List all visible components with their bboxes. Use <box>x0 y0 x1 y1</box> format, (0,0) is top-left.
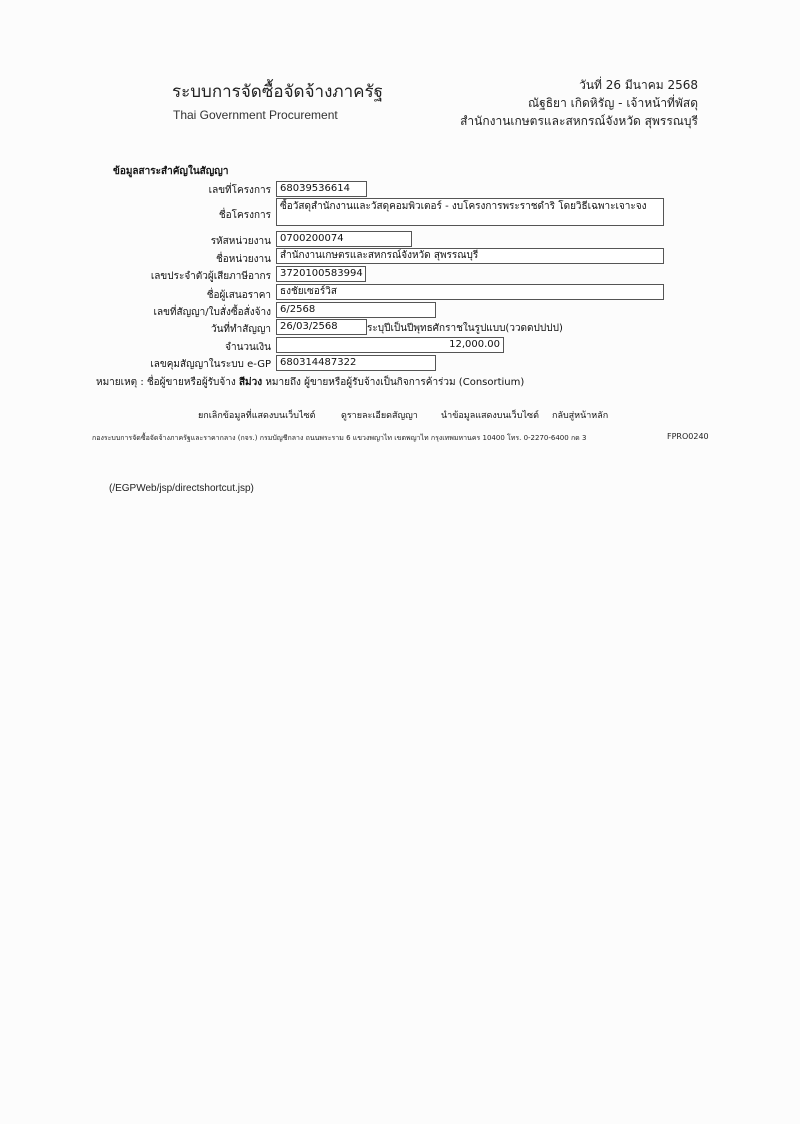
note-highlight: สีม่วง <box>238 377 263 388</box>
project-no-field[interactable]: 68039536614 <box>276 181 367 197</box>
project-name-label: ชื่อโครงการ <box>218 210 271 221</box>
egp-control-no-field[interactable]: 680314487322 <box>276 355 436 371</box>
publish-web-link[interactable]: นำข้อมูลแสดงบนเว็บไซต์ <box>441 411 539 421</box>
contract-date-field[interactable]: 26/03/2568 <box>276 319 367 335</box>
bidder-name-field[interactable]: ธงชัยเซอร์วิส <box>276 284 664 300</box>
header-officer: ณัฐธิยา เกิดหิรัญ - เจ้าหน้าที่พัสดุ <box>527 96 698 110</box>
note-prefix: หมายเหตุ : ชื่อผู้ขายหรือผู้รับจ้าง <box>96 377 236 388</box>
tax-id-field[interactable]: 3720100583994 <box>276 266 366 282</box>
section-title: ข้อมูลสาระสำคัญในสัญญา <box>113 166 229 177</box>
amount-field[interactable]: 12,000.00 <box>276 337 504 353</box>
header-office: สำนักงานเกษตรและสหกรณ์จังหวัด สุพรรณบุรี <box>460 114 698 128</box>
view-contract-link[interactable]: ดูรายละเอียดสัญญา <box>341 411 418 421</box>
agency-code-label: รหัสหน่วยงาน <box>210 236 271 247</box>
contract-no-label: เลขที่สัญญา/ใบสั่งซื้อสั่งจ้าง <box>153 307 271 318</box>
egp-control-no-label: เลขคุมสัญญาในระบบ e-GP <box>150 359 271 370</box>
project-no-label: เลขที่โครงการ <box>208 185 271 196</box>
header-date: วันที่ 26 มีนาคม 2568 <box>579 78 698 92</box>
system-subtitle: Thai Government Procurement <box>173 108 338 122</box>
contract-date-label: วันที่ทำสัญญา <box>210 324 271 335</box>
page-url: (/EGPWeb/jsp/directshortcut.jsp) <box>109 483 254 494</box>
home-link[interactable]: กลับสู่หน้าหลัก <box>552 411 609 421</box>
agency-code-field[interactable]: 0700200074 <box>276 231 412 247</box>
cancel-web-link[interactable]: ยกเลิกข้อมูลที่แสดงบนเว็บไซต์ <box>198 411 316 421</box>
amount-label: จำนวนเงิน <box>225 342 271 353</box>
contract-no-field[interactable]: 6/2568 <box>276 302 436 318</box>
consortium-note <box>96 375 524 390</box>
contract-date-note: ระบุปีเป็นปีพุทธศักราชในรูปแบบ(ววดดปปปป) <box>367 323 563 334</box>
system-title: ระบบการจัดซื้อจัดจ้างภาครัฐ <box>172 82 384 102</box>
agency-name-field[interactable]: สำนักงานเกษตรและสหกรณ์จังหวัด สุพรรณบุรี <box>276 248 664 264</box>
agency-name-label: ชื่อหน่วยงาน <box>215 254 271 265</box>
project-name-field[interactable]: ซื้อวัสดุสำนักงานและวัสดุคอมพิวเตอร์ - งบโครงการพระราชดำริ โดยวิธีเฉพาะเจาะจง <box>276 198 664 226</box>
footer-address: กองระบบการจัดซื้อจัดจ้างภาครัฐและราคากลาง (กจร.) กรมบัญชีกลาง ถนนพระราม 6 แขวงพญาไท เขตพญาไท กรุงเทพมหานคร 10400 โทร. 0-2270-6400 กด 3 <box>92 434 587 442</box>
footer-code: FPRO0240 <box>667 432 709 441</box>
note-suffix: หมายถึง ผู้ขายหรือผู้รับจ้างเป็นกิจการค้าร่วม (Consortium) <box>265 377 525 388</box>
tax-id-label: เลขประจำตัวผู้เสียภาษีอากร <box>150 271 271 282</box>
bidder-name-label: ชื่อผู้เสนอราคา <box>206 290 271 301</box>
